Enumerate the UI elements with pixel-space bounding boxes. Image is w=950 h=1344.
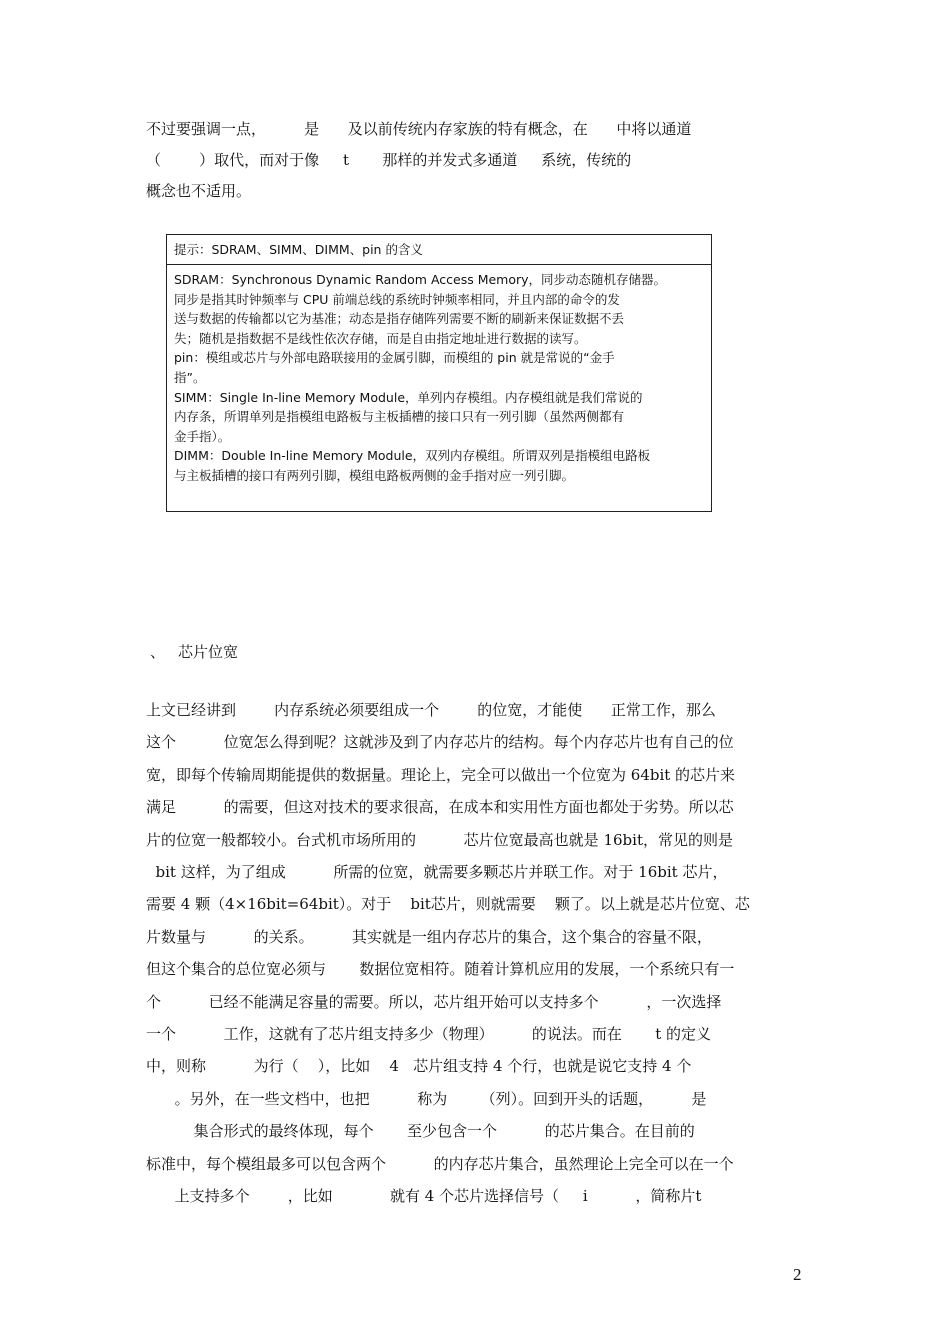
intro-paragraph [146,114,826,207]
main-line: 。另外，在一些文档中，也把 称为 （列）。回到开头的话题， 是 [146,1089,707,1108]
main-line: 上文已经讲到 内存系统必须要组成一个 的位宽，才能使 正常工作，那么 [146,701,716,719]
intro-line: （ ）取代，而对于像 t 那样的并发式多通道 系统，传统的 [146,151,632,169]
tip-line: 指”。 [174,369,206,385]
tip-line: 金手指）。 [174,428,231,444]
main-line: bit 这样，为了组成 所需的位宽，就需要多颗芯片并联工作。对于 16bit 芯片， [146,863,728,882]
main-line: 这个 位宽怎么得到呢？这就涉及到了内存芯片的结构。每个内存芯片也有自己的位 [146,733,734,752]
tip-box-title: 提示：SDRAM、SIMM、DIMM、pin 的含义 [167,235,711,265]
tip-line: DIMM：Double In-line Memory Module，双列内存模组。所谓双列是指模组电路板 [174,448,651,464]
main-line: 片的位宽一般都较小。台式机市场所用的 芯片位宽最高也就是 16bit，常见的则是 [146,830,733,849]
main-line: 需要 4 颗（4×16bit=64bit）。对于 bit芯片，则就需要 颗了。以上就是芯片位宽、芯 [146,895,750,914]
tip-line: 失；随机是指数据不是线性依次存储，而是自由指定地址进行数据的读写。 [174,330,587,346]
tip-line: 送与数据的传输都以它为基准；动态是指存储阵列需要不断的刷新来保证数据不丢 [174,311,625,327]
main-line: 但这个集合的总位宽必须与 数据位宽相符。随着计算机应用的发展，一个系统只有一 [146,960,735,979]
main-line: 集合形式的最终体现，每个 至少包含一个 的芯片集合。在目前的 [146,1122,695,1141]
section-bullet: 、 [150,643,166,661]
section-heading [150,641,238,663]
tip-line: pin：模组或芯片与外部电路联接用的金属引脚，而模组的 pin 就是常说的“金手 [174,350,615,366]
main-line: 标准中，每个模组最多可以包含两个 的内存芯片集合，虽然理论上完全可以在一个 [146,1154,734,1173]
page-number: 2 [793,1265,802,1284]
main-paragraph [146,694,826,1213]
section-heading-text: 芯片位宽 [178,643,239,661]
intro-line: 不过要强调一点， 是 及以前传统内存家族的特有概念，在 中将以通道 [146,120,692,138]
main-line: 片数量与 的关系。 其实就是一组内存芯片的集合，这个集合的容量不限， [146,927,712,946]
tip-line: SDRAM：Synchronous Dynamic Random Access Memory，同步动态随机存储器。 [174,272,667,287]
tip-box [166,234,712,512]
intro-line: 概念也不适用。 [146,182,252,200]
tip-line: 内存条，所谓单列是指模组电路板与主板插槽的接口只有一列引脚（虽然两侧都有 [174,409,625,425]
tip-line: 与主板插槽的接口有两列引脚，模组电路板两侧的金手指对应一列引脚。 [174,467,575,483]
tip-box-body [167,265,711,486]
main-line: 个 已经不能满足容量的需要。所以，芯片组开始可以支持多个 ，一次选择 [146,992,722,1011]
tip-line: SIMM：Single In-line Memory Module，单列内存模组。内存模组就是我们常说的 [174,389,643,405]
main-line: 中，则称 为行（ ），比如 4 芯片组支持 4 个行，也就是说它支持 4 个 [146,1057,692,1076]
tip-line: 同步是指其时钟频率与 CPU 前端总线的系统时钟频率相同，并且内部的命令的发 [174,291,620,307]
main-line: 一个 工作，这就有了芯片组支持多少（物理） 的说法。而在 t 的定义 [146,1025,712,1044]
main-line: 满足 的需要，但这对技术的要求很高，在成本和实用性方面也都处于劣势。所以芯 [146,798,734,817]
main-line: 宽，即每个传输周期能提供的数据量。理论上，完全可以做出一个位宽为 64bit 的芯片来 [146,765,736,784]
main-line: 上支持多个 ，比如 就有 4 个芯片选择信号（ i ，简称片t [146,1187,702,1206]
